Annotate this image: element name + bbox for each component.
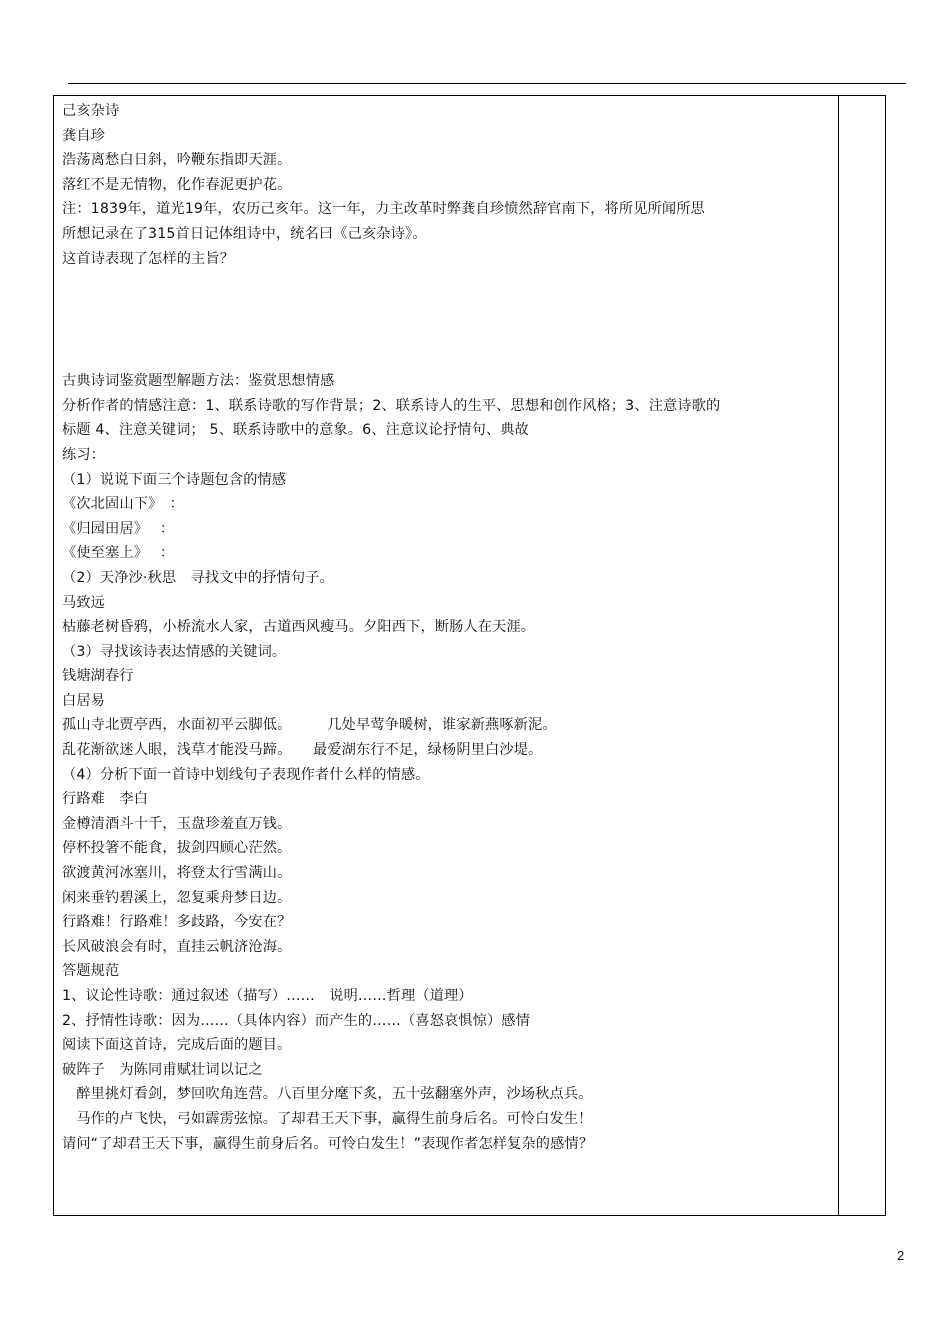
answer-space: [62, 271, 784, 369]
poem-author: 马致远: [62, 594, 106, 611]
answer-rules-heading: 答题规范: [62, 963, 120, 980]
poem-line: 落红不是无情物，化作春泥更护花。: [62, 176, 292, 193]
poem-title: 破阵子 为陈同甫赋壮词以记之: [62, 1061, 263, 1078]
poem-author: 龚自珍: [62, 127, 106, 144]
question-line: 这首诗表现了怎样的主旨？: [62, 250, 235, 267]
worksheet-table: [53, 95, 886, 1216]
note-line: 所想记录在了315首日记体组诗中，统名曰《己亥杂诗》。: [62, 225, 427, 242]
poem-line: 闲来垂钓碧溪上，忽复乘舟梦日边。: [62, 889, 292, 906]
poem-line: 长风破浪会有时，直挂云帆济沧海。: [62, 938, 292, 955]
poem-title-blank: 《次北固山下》 ：: [62, 496, 184, 513]
exercise-heading: 练习：: [62, 446, 106, 463]
poem-line: 金樽清酒斗十千，玉盘珍羞直万钱。: [62, 815, 292, 832]
poem-line: 孤山寺北贾亭西，水面初平云脚低。 几处早莺争暖树，谁家新燕啄新泥。: [62, 717, 557, 734]
exercise-question: （4）分析下面一首诗中划线句子表现作者什么样的情感。: [62, 766, 430, 783]
reading-instruction: 阅读下面这首诗，完成后面的题目。: [62, 1037, 292, 1054]
poem-line: 醉里挑灯看剑，梦回吹角连营。八百里分麾下炙，五十弦翻塞外声，沙场秋点兵。: [62, 1086, 593, 1103]
poem-line: 欲渡黄河冰塞川，将登太行雪满山。: [62, 865, 292, 882]
poem-title-author: 行路难 李白: [62, 791, 149, 808]
poem-line: 行路难！行路难！多歧路，今安在？: [62, 914, 292, 931]
note-line: 注：1839年，道光19年，农历己亥年。这一年，力主改革时弊龚自珍愤然辞官南下，将所见所闻所思: [62, 201, 705, 218]
text-line: 标题 4、注意关键词； 5、联系诗歌中的意象。6、注意议论抒情句、典故: [62, 422, 529, 439]
exercise-question: （3）寻找该诗表达情感的关键词。: [62, 643, 287, 660]
poem-title-blank: 《使至塞上》 ：: [62, 545, 175, 562]
method-and-exercises-section: [62, 369, 784, 1156]
worksheet-content: [62, 99, 784, 1156]
poem-line: 乱花渐欲迷人眼，浅草才能没马蹄。 最爱湖东行不足，绿杨阴里白沙堤。: [62, 742, 543, 759]
poem-title: 钱塘湖春行: [62, 668, 134, 685]
poem-title-blank: 《归园田居》 ：: [62, 520, 175, 537]
question-line: 请问“了却君王天下事，赢得生前身后名。可怜白发生！”表现作者怎样复杂的感情？: [62, 1135, 594, 1152]
page-number: 2: [897, 1248, 905, 1263]
poem-line: 停杯投箸不能食，拔剑四顾心茫然。: [62, 840, 292, 857]
poem-line: 浩荡离愁白日斜，吟鞭东指即天涯。: [62, 152, 292, 169]
text-line: 分析作者的情感注意：1、联系诗歌的写作背景；2、联系诗人的生平、思想和创作风格；3、注意诗歌的: [62, 397, 721, 414]
poem-line: 枯藤老树昏鸦，小桥流水人家，古道西风瘦马。夕阳西下，断肠人在天涯。: [62, 619, 536, 636]
poem-section-jihai: [62, 99, 784, 271]
answer-rule: 2、抒情性诗歌：因为……（具体内容）而产生的……（喜怒哀惧惊）感情: [62, 1012, 530, 1029]
poem-line: 马作的卢飞快，弓如霹雳弦惊。了却君王天下事，赢得生前身后名。可怜白发生！: [62, 1110, 593, 1127]
poem-title: 己亥杂诗: [62, 103, 120, 119]
column-divider: [838, 96, 839, 1215]
header-rule: [68, 83, 906, 84]
poem-author: 白居易: [62, 692, 106, 709]
exercise-question: （1）说说下面三个诗题包含的情感: [62, 471, 287, 488]
answer-rule: 1、议论性诗歌：通过叙述（描写）…… 说明……哲理（道理）: [62, 988, 473, 1004]
exercise-question: （2）天净沙·秋思 寻找文中的抒情句子。: [62, 569, 334, 586]
section-heading: 古典诗词鉴赏题型解题方法：鉴赏思想情感: [62, 373, 335, 390]
